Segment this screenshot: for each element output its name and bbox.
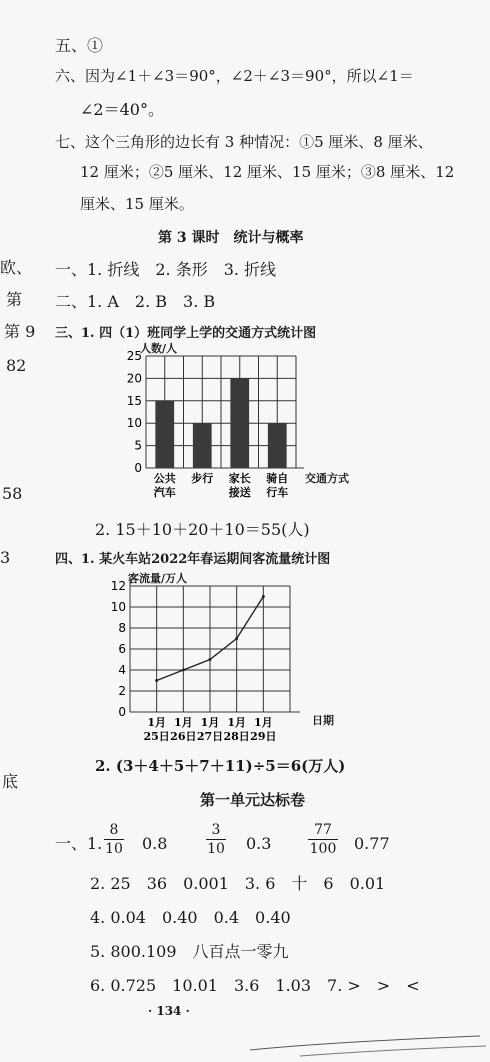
line-ytick-4: 8 <box>118 621 126 635</box>
line-ytick-5: 10 <box>110 600 126 614</box>
line-chart-xlabel: 日期 <box>312 714 334 727</box>
unit-test-title: 第一单元达标卷 <box>200 791 306 809</box>
answer-six-line2: ∠2＝40°。 <box>80 100 164 119</box>
unit-q1-decimal-1: 0.8 <box>142 834 168 853</box>
part-three-heading: 三、1. 四（1）班同学上学的交通方式统计图 <box>55 326 317 341</box>
fraction-3-numerator: 77 <box>314 822 332 838</box>
fraction-1-numerator: 8 <box>109 822 119 838</box>
line-ytick-0: 0 <box>118 705 126 719</box>
margin-fragment-4: 82 <box>6 356 27 375</box>
line-ytick-2: 4 <box>118 663 126 677</box>
margin-fragment-6: 3 <box>0 548 11 567</box>
margin-fragment-5: 58 <box>2 484 23 503</box>
margin-fragment-2: 第 <box>6 290 23 309</box>
section-title: 第 3 课时 统计与概率 <box>158 230 304 246</box>
unit-q1-decimal-2: 0.3 <box>246 834 272 853</box>
line-ytick-1: 2 <box>118 684 126 698</box>
part-three-q2: 2. 15＋10＋20＋10＝55(人) <box>95 520 310 539</box>
bar-chart-ylabel: 人数/人 <box>140 342 178 355</box>
fraction-2-denominator: 10 <box>207 841 225 857</box>
answer-seven-line3: 厘米、15 厘米。 <box>80 195 194 213</box>
part-four-heading: 四、1. 某火车站2022年春运期间客流量统计图 <box>55 552 331 567</box>
part-one-answers: 一、1. 折线 2. 条形 3. 折线 <box>55 260 277 279</box>
bar-xtick-0-a: 公共 <box>153 472 176 485</box>
line-xtick-2-a: 1月 <box>200 716 220 729</box>
unit-q2-answers: 2. 25 36 0.001 3. 6 十 6 0.01 <box>90 874 386 893</box>
unit-q1-prefix: 一、1. <box>55 834 103 853</box>
unit-q1-decimal-3: 0.77 <box>354 834 390 853</box>
line-xtick-1-b: 26日 <box>170 730 197 743</box>
line-ytick-3: 6 <box>118 642 126 656</box>
bar-xtick-3-b: 行车 <box>266 486 289 499</box>
page-number: · 134 · <box>148 1004 190 1018</box>
answer-seven-line2: 12 厘米；②5 厘米、12 厘米、15 厘米；③8 厘米、12 <box>80 163 455 181</box>
bar-ytick-1: 5 <box>134 438 142 453</box>
answer-seven-line1: 七、这个三角形的边长有 3 种情况：①5 厘米、8 厘米、 <box>55 133 433 151</box>
line-xtick-0-a: 1月 <box>147 716 166 729</box>
fraction-2-numerator: 3 <box>211 822 221 838</box>
line-ytick-6: 12 <box>110 579 126 593</box>
line-xtick-3-a: 1月 <box>227 716 246 729</box>
part-four-q2: 2. (3＋4＋5＋7＋11)÷5＝6(万人) <box>95 757 346 775</box>
bar-xtick-2-a: 家长 <box>228 472 251 485</box>
margin-fragment-3: 第 9 <box>4 322 36 341</box>
unit-q4-answers: 4. 0.04 0.40 0.4 0.40 <box>90 908 291 927</box>
line-xtick-3-b: 28日 <box>223 730 250 743</box>
fraction-3-denominator: 100 <box>309 841 337 857</box>
bar-ytick-0: 0 <box>134 461 142 475</box>
line-xtick-4-b: 29日 <box>250 730 277 743</box>
line-chart-ylabel: 客流量/万人 <box>128 572 188 585</box>
bar-ytick-5: 25 <box>126 349 142 363</box>
line-xtick-1-a: 1月 <box>174 716 193 729</box>
margin-fragment-1: 欧、 <box>0 258 33 277</box>
line-xtick-4-a: 1月 <box>254 716 273 729</box>
bar-xtick-2-b: 接送 <box>228 486 251 499</box>
line-xtick-0-b: 25日 <box>143 730 170 743</box>
bar-ytick-2: 10 <box>126 416 142 431</box>
bar-chart-xlabel: 交通方式 <box>305 472 349 485</box>
margin-fragment-7: 底 <box>2 772 19 791</box>
bar-ytick-3: 15 <box>126 393 142 408</box>
answer-six-line1: 六、因为∠1＋∠3＝90°，∠2＋∠3＝90°，所以∠1＝ <box>55 67 414 85</box>
answer-five: 五、① <box>55 36 104 55</box>
line-xtick-2-b: 27日 <box>196 730 224 743</box>
unit-q6-answers: 6. 0.725 10.01 3.6 1.03 7. > > < <box>90 976 420 995</box>
part-two-answers: 二、1. A 2. B 3. B <box>55 292 216 311</box>
fraction-1-denominator: 10 <box>105 841 123 857</box>
unit-q5-answers: 5. 800.109 八百点一零九 <box>90 942 289 961</box>
bar-ytick-4: 20 <box>126 371 142 386</box>
bar-xtick-1-a: 步行 <box>191 472 214 485</box>
bar-xtick-0-b: 汽车 <box>153 486 176 499</box>
bar-xtick-3-a: 骑自 <box>266 472 289 485</box>
